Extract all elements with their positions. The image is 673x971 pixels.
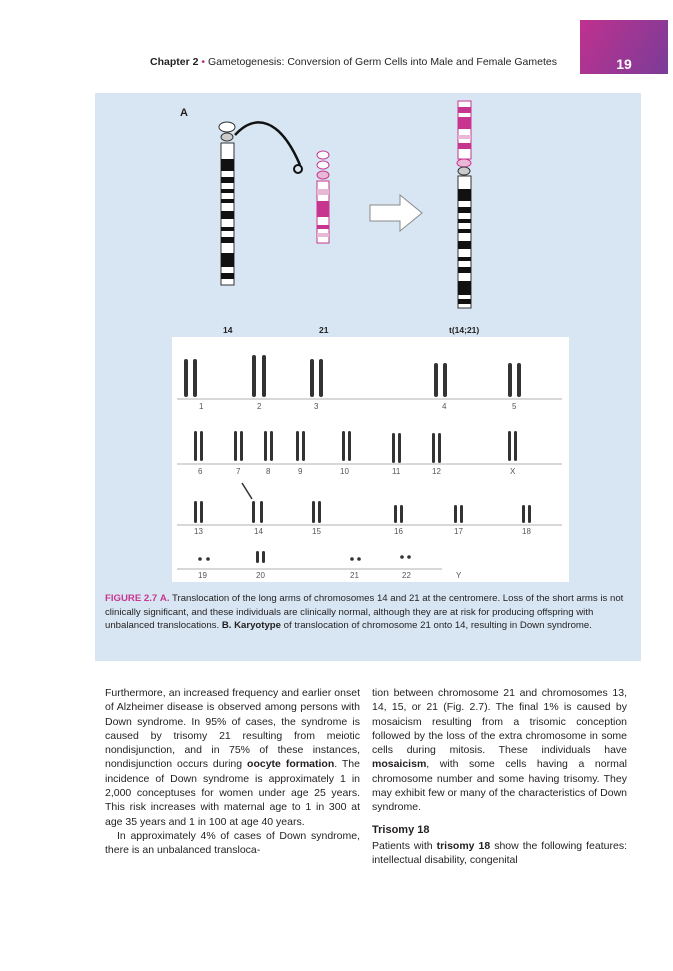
kary-label: 16 <box>394 527 403 536</box>
karyotype-row-1 <box>177 355 562 411</box>
text-run: tion between chromosome 21 and chromosomes 13, 14, 15, or 21 (Fig. 2.7). The final 1% is caused by mosaicism resulting from a trisomic conception followed by the loss of the extra chromosome in some cells during mitosis. These individuals have <box>372 687 627 757</box>
arrow-right-icon <box>370 195 422 231</box>
kary-label: 7 <box>236 467 241 476</box>
kary-label: 14 <box>254 527 263 536</box>
kary-label: 4 <box>442 402 447 411</box>
chromosome-t14-21 <box>457 101 471 308</box>
text-run: show the following features: intellectual disability, congenital <box>372 839 627 867</box>
term-mosaicism: mosaicism <box>372 758 427 771</box>
kary-label: 1 <box>199 402 204 411</box>
label-chr-14: 14 <box>223 325 233 335</box>
karyotype-image <box>172 337 569 582</box>
caption-a-text: Translocation of the long arms of chromosomes 14 and 21 at the centromere. Loss of the short arms is not clinically significant, and these individuals are clinically normal, although they are at risk for producing offspring with unbalanced translocations. <box>105 593 624 631</box>
chromosome-14 <box>219 122 235 285</box>
caption-a-marker: A. <box>159 593 170 604</box>
chapter-title: Gametogenesis: Conversion of Germ Cells into Male and Female Gametes <box>207 56 557 68</box>
karyotype-row-3 <box>177 483 562 536</box>
paragraph <box>372 686 627 815</box>
header-bullet: • <box>201 56 206 68</box>
figure-label: FIGURE 2.7 <box>105 593 158 604</box>
kary-label: X <box>510 467 516 476</box>
karyotype-row-2 <box>177 431 562 476</box>
kary-label: 21 <box>350 571 359 580</box>
kary-label: 8 <box>266 467 271 476</box>
paragraph <box>105 686 360 829</box>
kary-label: 15 <box>312 527 321 536</box>
running-header <box>150 56 557 68</box>
kary-label: 10 <box>340 467 349 476</box>
caption-b-term: Karyotype <box>234 620 281 631</box>
term-oocyte-formation: oocyte formation <box>247 758 335 771</box>
label-chr-21: 21 <box>319 325 329 335</box>
kary-label: 12 <box>432 467 441 476</box>
page-number: 19 <box>580 20 668 74</box>
body-column-left <box>105 686 360 858</box>
paragraph: In approximately 4% of cases of Down syndrome, there is an unbalanced transloca- <box>105 829 360 857</box>
kary-label: 13 <box>194 527 203 536</box>
term-trisomy-18: trisomy 18 <box>436 839 491 852</box>
panel-a-label: A <box>180 107 188 119</box>
kary-label: 19 <box>198 571 207 580</box>
text-run: , with some cells having a normal chromosome number and some having trisomy. They may exhibit few or many of the characteristics of Down syndrome. <box>372 758 627 814</box>
text-run: Furthermore, an increased frequency and earlier onset of Alzheimer disease is observed among persons with Down syndrome. In 95% of cases, the syndrome is caused by trisomy 21 resulting from meiotic nondisjunction, and in 75% of these instances, nondisjunction occurs during <box>105 687 360 771</box>
kary-label: Y <box>456 571 462 580</box>
caption-b-text: of translocation of chromosome 21 onto 14, resulting in Down syndrome. <box>281 620 592 631</box>
kary-label: 2 <box>257 402 262 411</box>
label-chr-t14-21: t(14;21) <box>449 325 480 335</box>
text-run: . The incidence of Down syndrome is approximately 1 in 2,000 conceptuses for women under age 25 years. This risk increases with maternal age to 1 in 300 at age 35 years and 1 in 100 at age 40 years. <box>105 758 360 828</box>
kary-label: 9 <box>298 467 303 476</box>
figure-caption <box>105 592 630 633</box>
section-heading-trisomy-18: Trisomy 18 <box>372 823 430 836</box>
kary-label: 6 <box>198 467 203 476</box>
text-run: Patients with <box>372 839 437 852</box>
karyotype-row-4 <box>177 551 462 580</box>
kary-label: 3 <box>314 402 319 411</box>
caption-b-marker: B. <box>221 620 232 631</box>
karyotype-svg <box>172 337 569 582</box>
translocation-diagram <box>95 93 641 343</box>
kary-label: 17 <box>454 527 463 536</box>
kary-label: 20 <box>256 571 265 580</box>
kary-label: 5 <box>512 402 517 411</box>
chapter-label: Chapter 2 <box>150 56 199 68</box>
kary-label: 18 <box>522 527 531 536</box>
kary-label: 11 <box>392 467 401 476</box>
chromosome-21 <box>317 151 329 243</box>
paragraph <box>372 839 627 868</box>
body-column-right <box>372 686 627 868</box>
swoop-arrow <box>235 122 300 165</box>
kary-label: 22 <box>402 571 411 580</box>
